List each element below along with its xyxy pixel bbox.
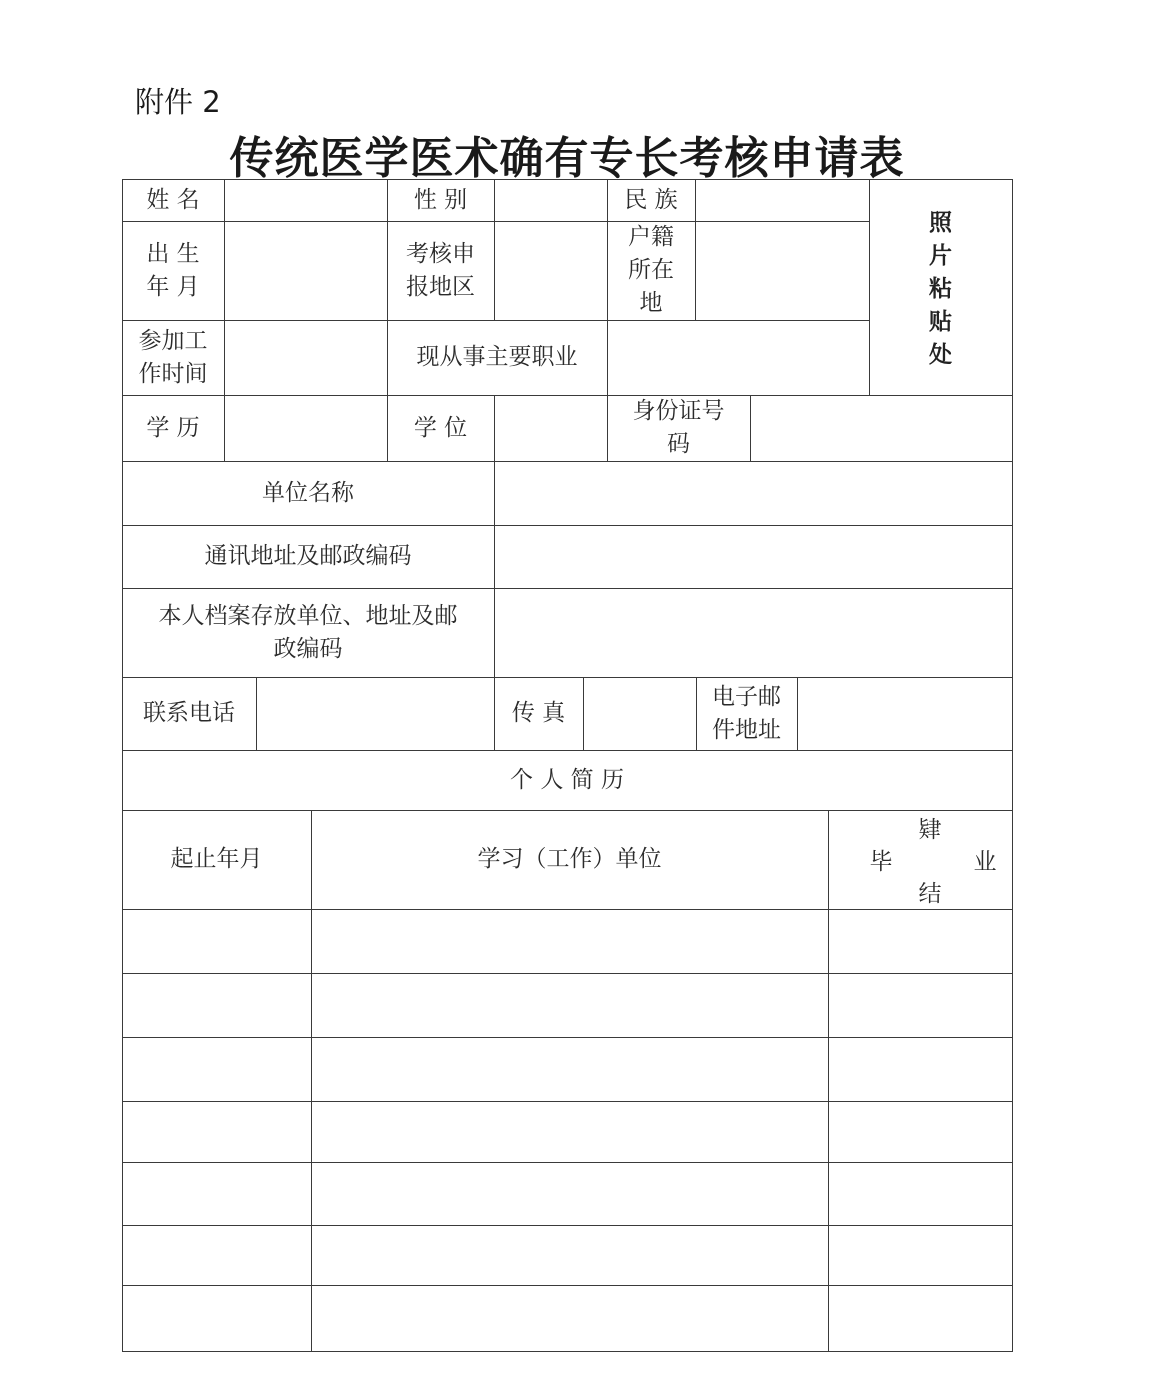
email-label: 电子邮 件地址 (712, 683, 781, 743)
status-bottom-char: 结 (918, 880, 942, 907)
period-cell[interactable] (122, 1225, 311, 1285)
status-cell[interactable] (828, 1101, 1012, 1162)
status-cell[interactable] (828, 1162, 1012, 1225)
degree-label: 学 位 (413, 414, 468, 441)
status-cell[interactable] (828, 909, 1012, 973)
unit-cell[interactable] (311, 973, 828, 1037)
ethnicity-label: 民 族 (624, 186, 678, 213)
status-cell[interactable] (828, 1037, 1012, 1101)
period-cell[interactable] (122, 1162, 311, 1225)
status-cell[interactable] (828, 1225, 1012, 1285)
period-cell[interactable] (122, 973, 311, 1037)
form-title: 传统医学医术确有专长考核申请表 (229, 133, 905, 184)
period-cell[interactable] (122, 1037, 311, 1101)
region-field[interactable] (494, 221, 607, 320)
col-unit-header: 学习（工作）单位 (477, 846, 662, 872)
attachment-label: 附件 2 (135, 85, 221, 119)
unit-cell[interactable] (311, 1285, 828, 1351)
resume-section-title: 个 人 简 历 (510, 766, 624, 793)
status-cell[interactable] (828, 973, 1012, 1037)
occupation-label: 现从事主要职业 (416, 344, 578, 370)
degree-field[interactable] (494, 395, 607, 461)
gender-field[interactable] (494, 179, 607, 221)
occupation-field[interactable] (607, 320, 869, 395)
address-field[interactable] (494, 525, 1012, 588)
birth-label: 出 生 年 月 (146, 240, 200, 300)
status-right-char: 业 (973, 848, 997, 875)
fax-field[interactable] (583, 677, 696, 750)
unit-cell[interactable] (311, 1037, 828, 1101)
unit-cell[interactable] (311, 909, 828, 973)
address-label: 通讯地址及邮政编码 (204, 543, 412, 569)
unit-cell[interactable] (311, 1101, 828, 1162)
phone-label: 联系电话 (143, 700, 235, 726)
unit-cell[interactable] (311, 1162, 828, 1225)
period-cell[interactable] (122, 1285, 311, 1351)
gender-label: 性 别 (413, 186, 468, 213)
name-label: 姓 名 (146, 186, 200, 213)
hukou-field[interactable] (695, 221, 869, 320)
birth-field[interactable] (224, 221, 387, 320)
education-field[interactable] (224, 395, 387, 461)
region-label: 考核申 报地区 (406, 240, 475, 300)
unit-cell[interactable] (311, 1225, 828, 1285)
period-cell[interactable] (122, 909, 311, 973)
status-cell[interactable] (828, 1285, 1012, 1351)
org-label: 单位名称 (262, 479, 354, 506)
status-top-char: 肄 (918, 816, 942, 843)
photo-placeholder: 照 片 粘 贴 处 (929, 210, 952, 368)
name-field[interactable] (224, 179, 387, 221)
archive-field[interactable] (494, 588, 1012, 677)
hukou-label: 户籍 所在 地 (628, 224, 674, 316)
education-label: 学 历 (146, 414, 200, 441)
ethnicity-field[interactable] (695, 179, 869, 221)
id-number-field[interactable] (750, 395, 1012, 461)
email-field[interactable] (797, 677, 1012, 750)
phone-field[interactable] (256, 677, 494, 750)
id-number-label: 身份证号 码 (632, 398, 725, 457)
status-left-char: 毕 (869, 848, 893, 875)
work-start-label: 参加工 作时间 (138, 327, 208, 387)
org-field[interactable] (494, 461, 1012, 525)
period-cell[interactable] (122, 1101, 311, 1162)
work-start-field[interactable] (224, 320, 387, 395)
archive-label: 本人档案存放单位、地址及邮 政编码 (158, 602, 458, 662)
fax-label: 传 真 (511, 700, 566, 726)
col-period-header: 起止年月 (170, 846, 263, 872)
